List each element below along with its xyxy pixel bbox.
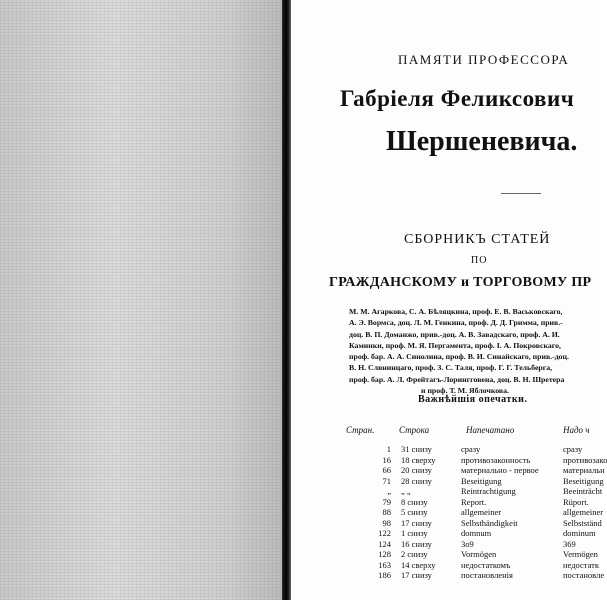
authors-list: [349, 306, 569, 396]
errata-printed: Beseitigung: [461, 475, 502, 486]
errata-page: 88: [382, 507, 391, 517]
errata-page: 71: [382, 475, 391, 486]
errata-line: „ „: [401, 486, 411, 496]
errata-line: 20 снизу: [401, 465, 432, 475]
errata-line: 8 снизу: [401, 496, 428, 507]
errata-should-read: материальн: [563, 465, 605, 475]
errata-printed: domnum: [461, 528, 492, 538]
errata-page: 163: [378, 559, 391, 570]
errata-page: 124: [378, 538, 391, 549]
errata-printed: недостаткомъ: [461, 559, 511, 570]
left-blank-page: [0, 0, 282, 600]
errata-header-line: Строка: [399, 425, 430, 435]
errata-printed: 3о9: [461, 538, 474, 549]
errata-should-read: 369: [563, 538, 576, 549]
errata-line: 18 сверху: [401, 454, 436, 465]
errata-line: 1 снизу: [401, 528, 428, 538]
title-page: [291, 0, 607, 600]
authors-line: М. М. Агаркова, С. А. Бѣляцкина, проф. Е. В. Васьковскаго,: [349, 307, 563, 316]
errata-should-read: противозако: [563, 454, 607, 465]
errata-line: 2 снизу: [401, 549, 428, 559]
errata-printed: сразу: [461, 444, 481, 454]
errata-should-read: Beeinträcht: [563, 486, 603, 496]
errata-line: 28 снизу: [401, 475, 432, 486]
professor-first-name: Габріеля Феликсович: [340, 86, 575, 111]
errata-page: 16: [382, 454, 391, 465]
errata-printed: Reintrachtigung: [461, 486, 516, 496]
errata-line: 31 снизу: [401, 444, 432, 454]
errata-page: 1: [386, 444, 391, 454]
authors-line: и проф. Т. М. Яблочкова.: [421, 386, 509, 396]
errata-page: 128: [378, 549, 391, 559]
errata-header-printed: Напечатано: [466, 425, 515, 435]
authors-line: доц. В. П. Доманжо, прив.-доц. А. В. Завадскаго, проф. А. И.: [349, 329, 560, 339]
authors-line: проф. бар. А. А. Синолина, проф. В. И. Синайскаго, прив.-доц.: [349, 352, 570, 362]
authors-line: Каминки, проф. М. Я. Пергамента, проф. І. А. Покровскаго,: [349, 340, 561, 350]
errata-printed: Selbsthändigkeit: [461, 517, 518, 528]
errata-should-read: dominum: [563, 528, 596, 538]
errata-line: 17 снизу: [401, 517, 432, 528]
errata-page: 79: [382, 496, 391, 507]
errata-should-read: Vermögen: [563, 549, 598, 559]
errata-printed: Vormögen: [461, 549, 497, 559]
errata-line: 17 снизу: [401, 570, 432, 580]
errata-should-read: недостатк: [563, 559, 599, 570]
errata-printed: allgemeiner: [461, 507, 502, 517]
book-gutter: [282, 0, 291, 600]
errata-should-read: сразу: [563, 444, 583, 454]
errata-header-should-read: Надо ч: [563, 425, 590, 435]
errata-page: 122: [378, 528, 391, 538]
divider-rule: [501, 193, 541, 194]
errata-should-read: Rüport.: [563, 496, 589, 507]
errata-page: 186: [378, 570, 391, 580]
professor-surname: Шершеневича.: [386, 126, 578, 157]
errata-page: 98: [382, 517, 391, 528]
authors-line: проф. бар. А. Л. Фрейтагъ-Лорингговена, доц. В. Н. Шретера: [349, 374, 565, 384]
errata-header-page: Стран.: [346, 425, 375, 435]
errata-should-read: постановле: [563, 570, 605, 580]
dedication-line: ПАМЯТИ ПРОФЕССОРА: [398, 52, 570, 67]
errata-should-read: allgemeiner: [563, 507, 604, 517]
errata-line: 5 снизу: [401, 507, 428, 517]
errata-should-read: Selbstständ: [563, 517, 602, 528]
collection-title: СБОРНИКЪ СТАТЕЙ: [404, 232, 551, 247]
errata-line: 16 снизу: [401, 538, 432, 549]
authors-line: А. Э. Вормса, доц. Л. М. Генкина, проф. Д. Д. Гримма, прив.-: [349, 318, 563, 328]
errata-printed: материально - первое: [461, 465, 539, 475]
errata-page: „: [387, 486, 391, 496]
errata-printed: постановленія: [461, 570, 513, 580]
errata-line: 14 сверху: [401, 559, 436, 570]
errata-title: Важнѣйшія опечатки.: [418, 394, 528, 405]
errata-printed: противозаконность: [461, 454, 531, 465]
collection-preposition: ПО: [471, 255, 488, 266]
errata-should-read: Beseitigung: [563, 475, 604, 486]
collection-subject: ГРАЖДАНСКОМУ и ТОРГОВОМУ ПР: [329, 275, 592, 290]
errata-page: 66: [382, 465, 391, 475]
errata-printed: Report.: [461, 496, 487, 507]
authors-line: В. Н. Слвнинцаго, проф. З. С. Таля, проф. Г. Г. Тельберга,: [349, 363, 553, 373]
